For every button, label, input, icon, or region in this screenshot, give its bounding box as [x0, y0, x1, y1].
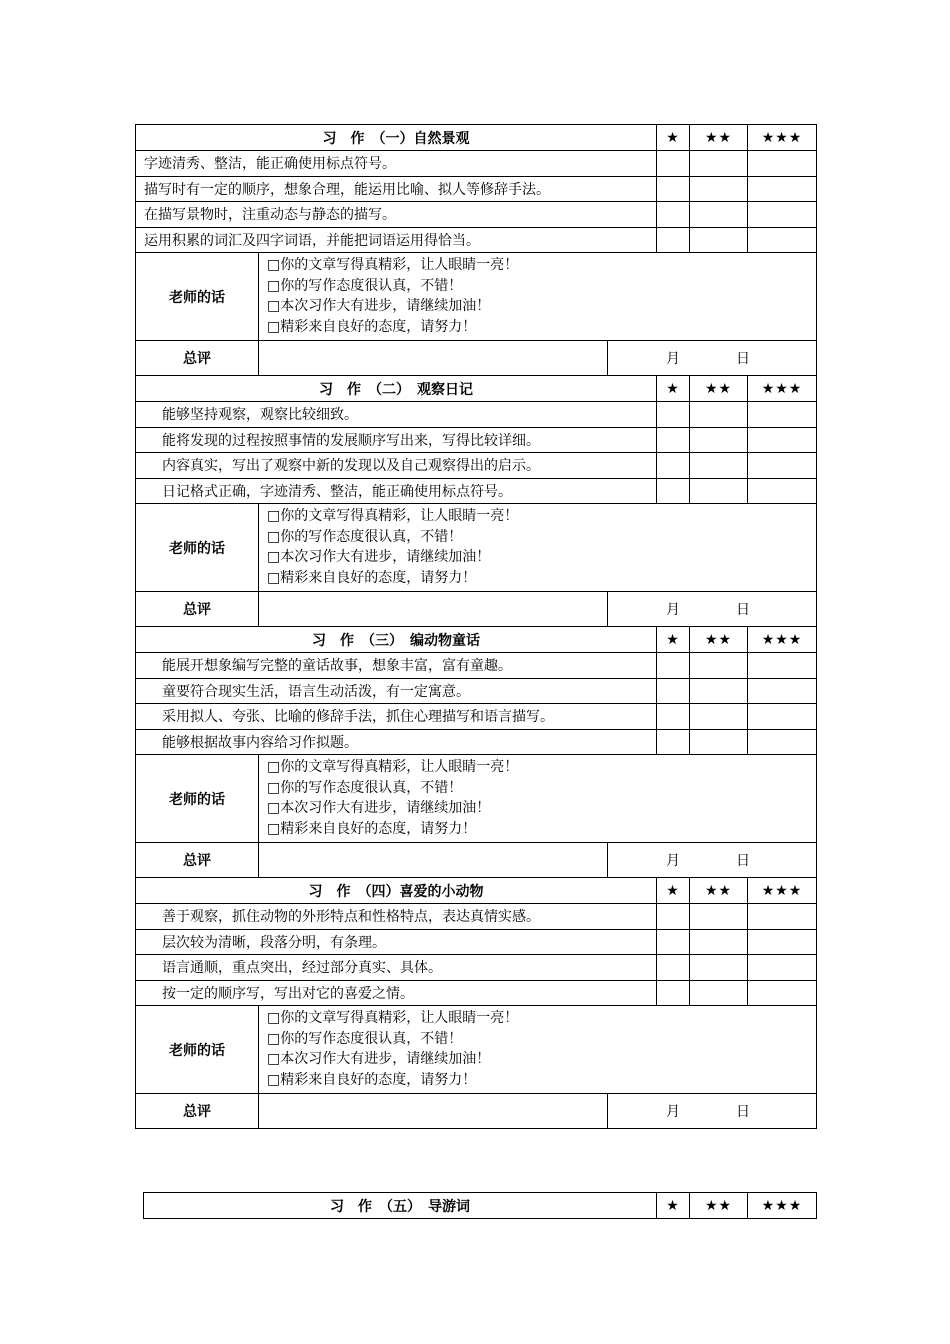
section-5-header-row — [144, 1193, 817, 1219]
one-star-check-cell[interactable] — [657, 453, 690, 479]
section-header-row — [136, 878, 817, 904]
comment-option[interactable]: □精彩来自良好的态度，请努力！ — [267, 1071, 477, 1088]
summary-row — [136, 843, 817, 878]
criterion-text: 按一定的顺序写，写出对它的喜爱之情。 — [136, 980, 657, 1006]
criterion-text: 能将发现的过程按照事情的发展顺序写出来，写得比较详细。 — [136, 427, 657, 453]
two-star-check-cell[interactable] — [690, 202, 748, 228]
three-star-check-cell[interactable] — [748, 176, 817, 202]
one-star-check-cell[interactable] — [657, 729, 690, 755]
summary-row — [136, 341, 817, 376]
date-field[interactable] — [608, 1094, 817, 1129]
two-star-check-cell[interactable] — [690, 427, 748, 453]
three-star-check-cell[interactable] — [748, 678, 817, 704]
one-star-check-cell[interactable] — [657, 202, 690, 228]
three-star-check-cell[interactable] — [748, 980, 817, 1006]
three-star-check-cell[interactable] — [748, 955, 817, 981]
comment-option[interactable]: □本次习作大有进步，请继续加油！ — [267, 1051, 491, 1067]
evaluation-table-body — [136, 125, 817, 1129]
comment-option[interactable]: □你的写作态度很认真，不错！ — [267, 779, 463, 796]
two-star-check-cell[interactable] — [690, 227, 748, 253]
comment-option[interactable]: □你的写作态度很认真，不错！ — [267, 277, 463, 294]
comment-option[interactable]: □你的写作态度很认真，不错！ — [267, 1030, 463, 1047]
teacher-comment-row — [136, 755, 817, 843]
two-star-check-cell[interactable] — [690, 453, 748, 479]
criterion-text: 运用积累的词汇及四字词语，并能把词语运用得恰当。 — [136, 227, 657, 253]
criterion-row — [136, 653, 817, 679]
three-star-check-cell[interactable] — [748, 427, 817, 453]
comment-option[interactable]: □本次习作大有进步，请继续加油！ — [267, 549, 491, 565]
comment-option[interactable]: □精彩来自良好的态度，请努力！ — [267, 318, 477, 335]
summary-label: 总评 — [136, 341, 259, 376]
comment-option[interactable]: □本次习作大有进步，请继续加油！ — [267, 800, 491, 816]
section-title: 习 作 （四）喜爱的小动物 — [136, 878, 657, 904]
teacher-comment-options — [259, 1006, 817, 1094]
criterion-text: 在描写景物时，注重动态与静态的描写。 — [136, 202, 657, 228]
two-star-header: ★★ — [690, 627, 748, 653]
day-label: 日 — [736, 853, 750, 869]
comment-option[interactable]: □精彩来自良好的态度，请努力！ — [267, 820, 477, 837]
two-star-check-cell[interactable] — [690, 904, 748, 930]
one-star-check-cell[interactable] — [657, 678, 690, 704]
day-label: 日 — [736, 351, 750, 367]
one-star-header: ★ — [657, 376, 690, 402]
one-star-header: ★ — [657, 125, 690, 151]
two-star-check-cell[interactable] — [690, 980, 748, 1006]
criterion-row — [136, 704, 817, 730]
summary-input[interactable] — [259, 1094, 608, 1129]
criterion-text: 童要符合现实生活，语言生动活泼，有一定寓意。 — [136, 678, 657, 704]
comment-option[interactable]: □你的文章写得真精彩，让人眼睛一亮！ — [267, 759, 519, 775]
section-title: 习 作 （五） 导游词 — [144, 1193, 657, 1219]
criterion-text: 日记格式正确，字迹清秀、整洁，能正确使用标点符号。 — [136, 478, 657, 504]
teacher-comment-label: 老师的话 — [136, 755, 259, 843]
section-header-row — [136, 125, 817, 151]
section-title: 习 作 （一）自然景观 — [136, 125, 657, 151]
two-star-check-cell[interactable] — [690, 653, 748, 679]
criterion-text: 内容真实，写出了观察中新的发现以及自己观察得出的启示。 — [136, 453, 657, 479]
criterion-row — [136, 151, 817, 177]
criterion-row — [136, 929, 817, 955]
two-star-check-cell[interactable] — [690, 176, 748, 202]
comment-option[interactable]: □精彩来自良好的态度，请努力！ — [267, 569, 477, 586]
three-star-check-cell[interactable] — [748, 202, 817, 228]
teacher-comment-options — [259, 755, 817, 843]
three-star-check-cell[interactable] — [748, 904, 817, 930]
comment-option[interactable]: □你的文章写得真精彩，让人眼睛一亮！ — [267, 257, 519, 273]
month-label: 月 — [666, 1104, 680, 1120]
three-star-check-cell[interactable] — [748, 929, 817, 955]
criterion-row — [136, 904, 817, 930]
criterion-row — [136, 176, 817, 202]
one-star-check-cell[interactable] — [657, 227, 690, 253]
two-star-check-cell[interactable] — [690, 678, 748, 704]
comment-option[interactable]: □你的文章写得真精彩，让人眼睛一亮！ — [267, 1010, 519, 1026]
one-star-check-cell[interactable] — [657, 478, 690, 504]
criterion-row — [136, 227, 817, 253]
two-star-check-cell[interactable] — [690, 402, 748, 428]
teacher-comment-row — [136, 1006, 817, 1094]
section-header-row — [136, 627, 817, 653]
two-star-check-cell[interactable] — [690, 729, 748, 755]
criterion-text: 采用拟人、夸张、比喻的修辞手法，抓住心理描写和语言描写。 — [136, 704, 657, 730]
criterion-text: 描写时有一定的顺序，想象合理，能运用比喻、拟人等修辞手法。 — [136, 176, 657, 202]
one-star-check-cell[interactable] — [657, 929, 690, 955]
criterion-row — [136, 402, 817, 428]
teacher-comment-options — [259, 253, 817, 341]
section-5-header-table — [143, 1192, 817, 1219]
teacher-comment-options — [259, 504, 817, 592]
section-title: 习 作 （三） 编动物童话 — [136, 627, 657, 653]
comment-option[interactable]: □本次习作大有进步，请继续加油！ — [267, 298, 491, 314]
summary-input[interactable] — [259, 592, 608, 627]
comment-option[interactable]: □你的文章写得真精彩，让人眼睛一亮！ — [267, 508, 519, 524]
two-star-check-cell[interactable] — [690, 151, 748, 177]
evaluation-table — [135, 124, 817, 1129]
teacher-comment-label: 老师的话 — [136, 504, 259, 592]
criterion-text: 善于观察，抓住动物的外形特点和性格特点，表达真情实感。 — [136, 904, 657, 930]
section-title: 习 作 （二） 观察日记 — [136, 376, 657, 402]
summary-input[interactable] — [259, 843, 608, 878]
criterion-row — [136, 729, 817, 755]
one-star-header: ★ — [657, 1193, 690, 1219]
one-star-check-cell[interactable] — [657, 955, 690, 981]
three-star-check-cell[interactable] — [748, 453, 817, 479]
criterion-text: 能够根据故事内容给习作拟题。 — [136, 729, 657, 755]
three-star-header: ★★★ — [748, 125, 817, 151]
two-star-check-cell[interactable] — [690, 478, 748, 504]
one-star-check-cell[interactable] — [657, 427, 690, 453]
three-star-check-cell[interactable] — [748, 704, 817, 730]
month-label: 月 — [666, 602, 680, 618]
day-label: 日 — [736, 1104, 750, 1120]
comment-option[interactable]: □你的写作态度很认真，不错！ — [267, 528, 463, 545]
criterion-row — [136, 980, 817, 1006]
teacher-comment-row — [136, 253, 817, 341]
two-star-check-cell[interactable] — [690, 955, 748, 981]
two-star-header: ★★ — [690, 878, 748, 904]
two-star-header: ★★ — [690, 1193, 748, 1219]
summary-label: 总评 — [136, 843, 259, 878]
criterion-text: 能展开想象编写完整的童话故事，想象丰富，富有童趣。 — [136, 653, 657, 679]
date-field[interactable] — [608, 592, 817, 627]
three-star-header: ★★★ — [748, 878, 817, 904]
criterion-row — [136, 678, 817, 704]
criterion-text: 语言通顺，重点突出，经过部分真实、具体。 — [136, 955, 657, 981]
criterion-row — [136, 478, 817, 504]
three-star-check-cell[interactable] — [748, 653, 817, 679]
month-label: 月 — [666, 853, 680, 869]
summary-row — [136, 592, 817, 627]
one-star-check-cell[interactable] — [657, 980, 690, 1006]
two-star-header: ★★ — [690, 376, 748, 402]
summary-row — [136, 1094, 817, 1129]
three-star-check-cell[interactable] — [748, 402, 817, 428]
day-label: 日 — [736, 602, 750, 618]
one-star-check-cell[interactable] — [657, 904, 690, 930]
three-star-check-cell[interactable] — [748, 151, 817, 177]
one-star-check-cell[interactable] — [657, 176, 690, 202]
one-star-header: ★ — [657, 627, 690, 653]
criterion-row — [136, 453, 817, 479]
summary-label: 总评 — [136, 592, 259, 627]
one-star-check-cell[interactable] — [657, 653, 690, 679]
criterion-text: 层次较为清晰，段落分明，有条理。 — [136, 929, 657, 955]
three-star-check-cell[interactable] — [748, 729, 817, 755]
criterion-text: 字迹清秀、整洁，能正确使用标点符号。 — [136, 151, 657, 177]
summary-input[interactable] — [259, 341, 608, 376]
section-header-row — [136, 376, 817, 402]
summary-label: 总评 — [136, 1094, 259, 1129]
criterion-row — [136, 955, 817, 981]
criterion-row — [136, 202, 817, 228]
criterion-row — [136, 427, 817, 453]
three-star-header: ★★★ — [748, 1193, 817, 1219]
criterion-text: 能够坚持观察，观察比较细致。 — [136, 402, 657, 428]
three-star-check-cell[interactable] — [748, 227, 817, 253]
two-star-check-cell[interactable] — [690, 704, 748, 730]
teacher-comment-label: 老师的话 — [136, 253, 259, 341]
three-star-check-cell[interactable] — [748, 478, 817, 504]
teacher-comment-label: 老师的话 — [136, 1006, 259, 1094]
one-star-header: ★ — [657, 878, 690, 904]
date-field[interactable] — [608, 843, 817, 878]
one-star-check-cell[interactable] — [657, 704, 690, 730]
three-star-header: ★★★ — [748, 627, 817, 653]
one-star-check-cell[interactable] — [657, 151, 690, 177]
date-field[interactable] — [608, 341, 817, 376]
two-star-header: ★★ — [690, 125, 748, 151]
one-star-check-cell[interactable] — [657, 402, 690, 428]
three-star-header: ★★★ — [748, 376, 817, 402]
month-label: 月 — [666, 351, 680, 367]
two-star-check-cell[interactable] — [690, 929, 748, 955]
teacher-comment-row — [136, 504, 817, 592]
